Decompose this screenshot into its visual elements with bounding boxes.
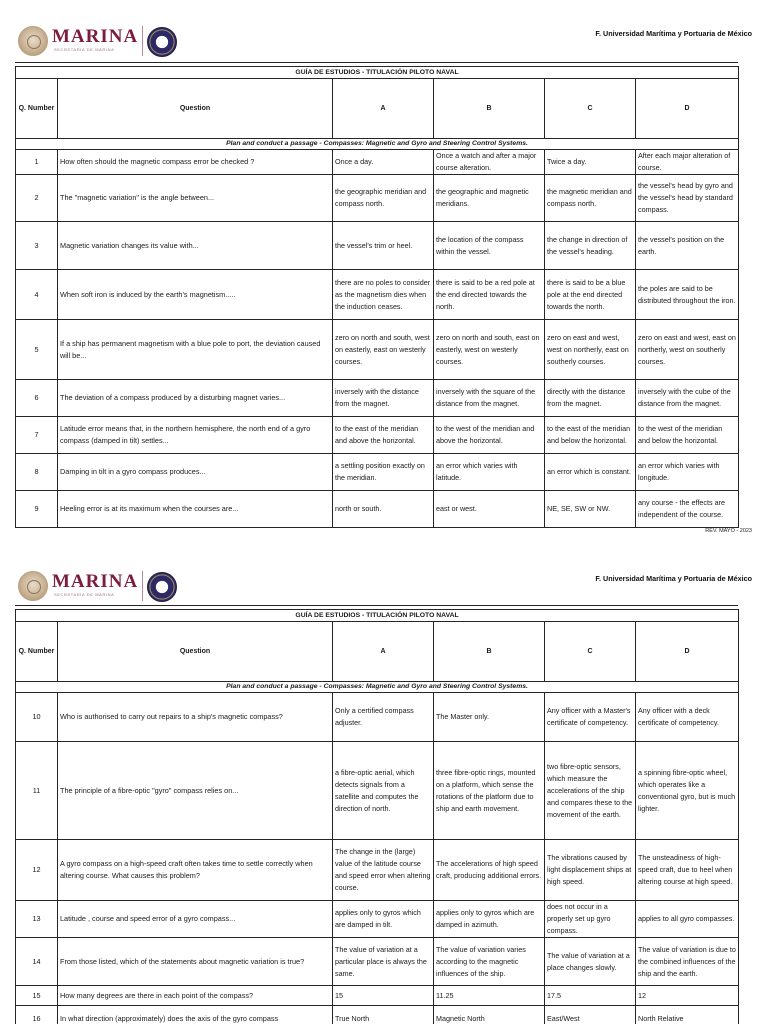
- answer-d: Any officer with a deck certificate of competency.: [636, 693, 739, 742]
- answer-b: there is said to be a red pole at the end directed towards the north.: [434, 270, 545, 320]
- question-number: 8: [16, 454, 58, 491]
- answer-b: to the west of the meridian and above the horizontal.: [434, 417, 545, 454]
- question-number: 11: [16, 742, 58, 840]
- answer-b: the geographic and magnetic meridians.: [434, 175, 545, 222]
- answer-d: After each major alteration of course.: [636, 150, 739, 175]
- answer-d: the poles are said to be distributed throughout the iron.: [636, 270, 739, 320]
- question-number: 14: [16, 938, 58, 986]
- table-row: [16, 901, 739, 938]
- answer-c: an error which is constant.: [545, 454, 636, 491]
- revision-label: REV. MAYO - 2023: [705, 528, 752, 534]
- question-text: Latitude error means that, in the northern hemisphere, the north end of a gyro compass (damped in tilt) settles...: [58, 417, 333, 454]
- table-header-row: [16, 79, 739, 139]
- table-row: [16, 222, 739, 270]
- col-d-header: D: [636, 79, 739, 139]
- university-emblem-icon: [147, 27, 177, 57]
- marina-logo-subtext: SECRETARÍA DE MARINA: [54, 592, 115, 597]
- answer-b: inversely with the square of the distance from the magnet.: [434, 380, 545, 417]
- answer-a: the geographic meridian and compass north.: [333, 175, 434, 222]
- question-text: Heeling error is at its maximum when the courses are...: [58, 491, 333, 528]
- answer-a: True North: [333, 1006, 434, 1024]
- answer-a: to the east of the meridian and above the horizontal.: [333, 417, 434, 454]
- answer-a: north or south.: [333, 491, 434, 528]
- answer-c: does not occur in a properly set up gyro compass.: [545, 901, 636, 938]
- answer-b: east or west.: [434, 491, 545, 528]
- answer-d: applies to all gyro compasses.: [636, 901, 739, 938]
- question-number: 4: [16, 270, 58, 320]
- answer-b: the location of the compass within the vessel.: [434, 222, 545, 270]
- table-row: [16, 270, 739, 320]
- answer-c: NE, SE, SW or NW.: [545, 491, 636, 528]
- question-number: 1: [16, 150, 58, 175]
- answer-d: inversely with the cube of the distance from the magnet.: [636, 380, 739, 417]
- answer-b: 11.25: [434, 986, 545, 1006]
- logo-divider: [142, 571, 143, 601]
- answer-d: The unsteadiness of high-speed craft, due to heel when altering course at high speed.: [636, 840, 739, 901]
- answer-d: 12: [636, 986, 739, 1006]
- table-title: GUÍA DE ESTUDIOS - TITULACIÓN PILOTO NAVAL: [16, 67, 739, 79]
- question-text: Who is authorised to carry out repairs to a ship's magnetic compass?: [58, 693, 333, 742]
- answer-a: The value of variation at a particular place is always the same.: [333, 938, 434, 986]
- answer-a: a fibre-optic aerial, which detects signals from a satellite and computes the direction of north.: [333, 742, 434, 840]
- answer-d: zero on east and west, east on northerly, west on southerly courses.: [636, 320, 739, 380]
- col-d-header: D: [636, 622, 739, 682]
- answer-a: inversely with the distance from the magnet.: [333, 380, 434, 417]
- answer-b: Magnetic North: [434, 1006, 545, 1024]
- question-text: In what direction (approximately) does the axis of the gyro compass: [58, 1006, 333, 1024]
- answer-a: a settling position exactly on the meridian.: [333, 454, 434, 491]
- table-row: [16, 175, 739, 222]
- col-a-header: A: [333, 79, 434, 139]
- question-table: [15, 609, 739, 1024]
- answer-c: directly with the distance from the magnet.: [545, 380, 636, 417]
- university-name: F. Universidad Marítima y Portuaria de México: [595, 574, 752, 583]
- table-row: [16, 938, 739, 986]
- col-b-header: B: [434, 79, 545, 139]
- table-row: [16, 454, 739, 491]
- answer-c: two fibre-optic sensors, which measure the accelerations of the ship and compares these to the movement of the earth.: [545, 742, 636, 840]
- marina-logo-text: MARINA: [52, 571, 139, 592]
- mexico-seal-icon: [18, 571, 48, 601]
- answer-b: applies only to gyros which are damped in azimuth.: [434, 901, 545, 938]
- answer-c: Any officer with a Master's certificate of competency.: [545, 693, 636, 742]
- answer-d: to the west of the meridian and below the horizontal.: [636, 417, 739, 454]
- question-text: How often should the magnetic compass error be checked ?: [58, 150, 333, 175]
- col-number-header: Q. Number: [16, 79, 58, 139]
- answer-a: 15: [333, 986, 434, 1006]
- logo-divider: [142, 26, 143, 56]
- question-text: A gyro compass on a high-speed craft often takes time to settle correctly when altering course. What causes this problem?: [58, 840, 333, 901]
- question-number: 10: [16, 693, 58, 742]
- col-number-header: Q. Number: [16, 622, 58, 682]
- col-question-header: Question: [58, 622, 333, 682]
- answer-a: applies only to gyros which are damped in tilt.: [333, 901, 434, 938]
- section-title: Plan and conduct a passage - Compasses: Magnetic and Gyro and Steering Control Systems.: [16, 139, 739, 150]
- answer-d: an error which varies with longitude.: [636, 454, 739, 491]
- answer-b: The accelerations of high speed craft, producing additional errors.: [434, 840, 545, 901]
- table-title: GUÍA DE ESTUDIOS - TITULACIÓN PILOTO NAVAL: [16, 610, 739, 622]
- answer-c: zero on east and west, west on northerly, east on southerly courses.: [545, 320, 636, 380]
- answer-c: 17.5: [545, 986, 636, 1006]
- answer-c: the change in direction of the vessel's heading.: [545, 222, 636, 270]
- header-rule: [15, 62, 738, 63]
- answer-d: a spinning fibre-optic wheel, which operates like a conventional gyro, but is much lighter.: [636, 742, 739, 840]
- answer-c: The value of variation at a place changes slowly.: [545, 938, 636, 986]
- answer-a: Only a certified compass adjuster.: [333, 693, 434, 742]
- table-row: [16, 150, 739, 175]
- answer-c: Twice a day.: [545, 150, 636, 175]
- table-row: [16, 840, 739, 901]
- page-header: [0, 545, 768, 605]
- table-row: [16, 693, 739, 742]
- page-header: [0, 0, 768, 60]
- answer-c: the magnetic meridian and compass north.: [545, 175, 636, 222]
- answer-b: zero on north and south, east on easterly, west on westerly courses.: [434, 320, 545, 380]
- col-a-header: A: [333, 622, 434, 682]
- section-row: [16, 682, 739, 693]
- question-number: 3: [16, 222, 58, 270]
- question-number: 16: [16, 1006, 58, 1024]
- page-2: [0, 545, 768, 1024]
- answer-b: The Master only.: [434, 693, 545, 742]
- question-text: When soft iron is induced by the earth's magnetism.....: [58, 270, 333, 320]
- col-c-header: C: [545, 79, 636, 139]
- answer-d: The value of variation is due to the combined influences of the ship and the earth.: [636, 938, 739, 986]
- table-row: [16, 986, 739, 1006]
- question-text: From those listed, which of the statements about magnetic variation is true?: [58, 938, 333, 986]
- answer-d: the vessel's head by gyro and the vessel's head by standard compass.: [636, 175, 739, 222]
- table-row: [16, 491, 739, 528]
- question-number: 7: [16, 417, 58, 454]
- answer-a: The change in the (large) value of the latitude course and speed error when altering course.: [333, 840, 434, 901]
- section-title: Plan and conduct a passage - Compasses: Magnetic and Gyro and Steering Control Systems.: [16, 682, 739, 693]
- question-table: [15, 66, 739, 528]
- answer-c: East/West: [545, 1006, 636, 1024]
- section-row: [16, 139, 739, 150]
- question-text: The "magnetic variation" is the angle between...: [58, 175, 333, 222]
- question-number: 15: [16, 986, 58, 1006]
- answer-b: The value of variation varies according to the magnetic influences of the ship.: [434, 938, 545, 986]
- university-name: F. Universidad Marítima y Portuaria de México: [595, 29, 752, 38]
- answer-a: there are no poles to consider as the magnetism dies when the induction ceases.: [333, 270, 434, 320]
- answer-c: The vibrations caused by light displacement ships at high speed.: [545, 840, 636, 901]
- university-emblem-icon: [147, 572, 177, 602]
- question-text: The deviation of a compass produced by a disturbing magnet varies...: [58, 380, 333, 417]
- answer-a: Once a day.: [333, 150, 434, 175]
- answer-a: zero on north and south, west on easterly, east on westerly courses.: [333, 320, 434, 380]
- answer-c: there is said to be a blue pole at the end directed towards the north.: [545, 270, 636, 320]
- table-row: [16, 1006, 739, 1024]
- table-title-row: [16, 610, 739, 622]
- table-row: [16, 380, 739, 417]
- marina-logo-subtext: SECRETARÍA DE MARINA: [54, 47, 115, 52]
- question-text: How many degrees are there in each point of the compass?: [58, 986, 333, 1006]
- table-row: [16, 417, 739, 454]
- answer-c: to the east of the meridian and below the horizontal.: [545, 417, 636, 454]
- table-row: [16, 742, 739, 840]
- mexico-seal-icon: [18, 26, 48, 56]
- answer-a: the vessel's trim or heel.: [333, 222, 434, 270]
- answer-d: any course - the effects are independent of the course.: [636, 491, 739, 528]
- header-rule: [15, 605, 738, 606]
- table-row: [16, 320, 739, 380]
- answer-b: three fibre-optic rings, mounted on a platform, which sense the rotations of the platform due to ship and earth movement.: [434, 742, 545, 840]
- col-question-header: Question: [58, 79, 333, 139]
- table-header-row: [16, 622, 739, 682]
- question-text: Magnetic variation changes its value with...: [58, 222, 333, 270]
- question-text: The principle of a fibre-optic "gyro" compass relies on...: [58, 742, 333, 840]
- question-text: If a ship has permanent magnetism with a blue pole to port, the deviation caused will be...: [58, 320, 333, 380]
- question-number: 5: [16, 320, 58, 380]
- answer-d: North Relative: [636, 1006, 739, 1024]
- answer-d: the vessel's position on the earth.: [636, 222, 739, 270]
- question-text: Damping in tilt in a gyro compass produces...: [58, 454, 333, 491]
- question-number: 13: [16, 901, 58, 938]
- table-title-row: [16, 67, 739, 79]
- answer-b: Once a watch and after a major course alteration.: [434, 150, 545, 175]
- marina-logo-text: MARINA: [52, 26, 139, 47]
- col-c-header: C: [545, 622, 636, 682]
- question-number: 6: [16, 380, 58, 417]
- col-b-header: B: [434, 622, 545, 682]
- question-text: Latitude , course and speed error of a gyro compass...: [58, 901, 333, 938]
- question-number: 2: [16, 175, 58, 222]
- question-number: 9: [16, 491, 58, 528]
- question-number: 12: [16, 840, 58, 901]
- answer-b: an error which varies with latitude.: [434, 454, 545, 491]
